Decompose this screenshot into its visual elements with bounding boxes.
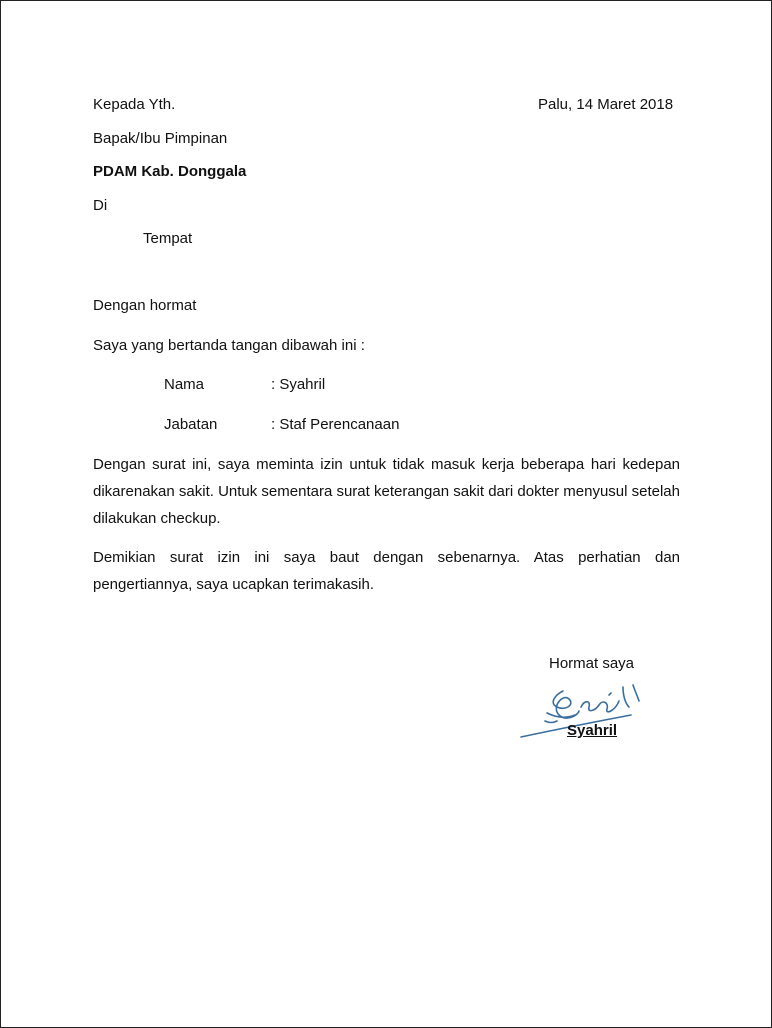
body-paragraph-2: Demikian surat izin ini saya baut dengan sebenarnya. Atas perhatian dan pengertiannya, saya ucapkan terimakasih. xyxy=(93,549,680,593)
closing: Hormat saya xyxy=(549,655,635,672)
recipient-organization: PDAM Kab. Donggala xyxy=(93,163,247,180)
recipient-salutation: Kepada Yth. xyxy=(93,96,176,113)
recipient-place: Tempat xyxy=(143,230,193,247)
field-value-nama: : Syahril xyxy=(271,376,326,393)
signer-name: Syahril xyxy=(567,722,618,739)
recipient-title: Bapak/Ibu Pimpinan xyxy=(93,130,228,147)
field-label-jabatan: Jabatan xyxy=(164,416,218,433)
body-paragraph-1: Dengan surat ini, saya meminta izin untuk tidak masuk kerja beberapa hari kedepan dikarenakan sakit. Untuk sementara surat keterangan sakit dari dokter menyusul setelah dilakukan checkup. xyxy=(93,456,680,527)
intro-line: Saya yang bertanda tangan dibawah ini : xyxy=(93,337,365,354)
greeting: Dengan hormat xyxy=(93,297,197,314)
place-date: Palu, 14 Maret 2018 xyxy=(538,96,674,113)
field-label-nama: Nama xyxy=(164,376,205,393)
recipient-di: Di xyxy=(93,197,108,214)
field-value-jabatan: : Staf Perencanaan xyxy=(271,416,400,433)
